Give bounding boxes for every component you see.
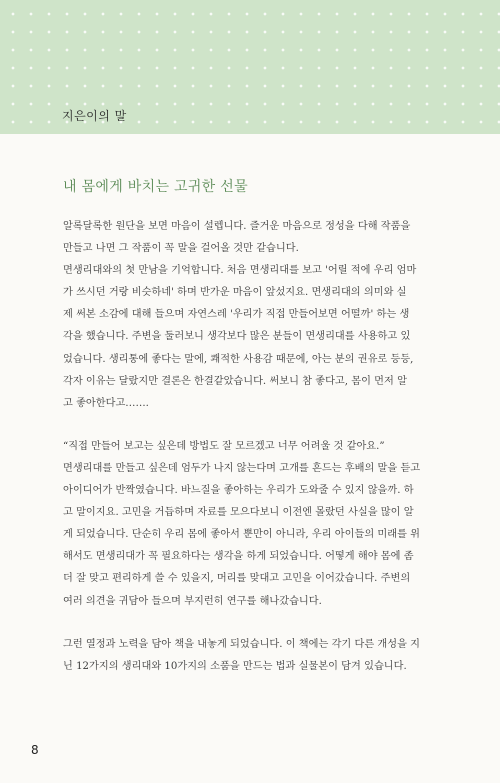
text-line: 닌 12가지의 생리대와 10가지의 소품을 만드는 법과 실물본이 담겨 있습니다. <box>63 660 407 672</box>
text-line: “직접 만들어 보고는 싶은데 방법도 잘 모르겠고 너무 어려울 것 같아요.” <box>63 440 385 452</box>
chapter-title: 지은이의 말 <box>62 109 127 123</box>
body-text <box>63 216 437 678</box>
text-line: 제 써본 소감에 대해 들으며 자연스레 '우리가 직접 만들어보면 어떨까' 하는 생 <box>63 309 410 321</box>
text-line: 여러 의견을 귀담아 들으며 부지런히 연구를 해나갔습니다. <box>63 595 322 607</box>
page-number: 8 <box>31 743 39 757</box>
text-line: 고 좋아한다고……. <box>63 397 149 409</box>
section-heading: 내 몸에게 바치는 고귀한 선물 <box>63 179 248 195</box>
text-line: 가 쓰시던 거랑 비슷하네' 하며 반가운 마음이 앞섰지요. 면생리대의 의미와 실 <box>63 287 407 299</box>
paragraph-gap <box>63 415 437 436</box>
text-line: 면생리대를 만들고 싶은데 엄두가 나지 않는다며 고개를 흔드는 후배의 말을 듣고 <box>63 462 421 474</box>
text-line: 만들고 나면 그 작품이 꼭 말을 걸어올 것만 같습니다. <box>63 243 299 255</box>
text-line: 었습니다. 생리통에 좋다는 말에, 쾌적한 사용감 때문에, 아는 분의 권유로 등등, <box>63 353 414 365</box>
text-line: 면생리대와의 첫 만남을 기억합니다. 처음 면생리대를 보고 '어릴 적에 우리 엄마 <box>63 265 417 277</box>
text-line: 각을 했습니다. 주변을 둘러보니 생각보다 많은 분들이 면생리대를 사용하고 있 <box>63 331 411 343</box>
paragraph-3 <box>63 634 437 678</box>
text-line: 고 말이지요. 고민을 거듭하며 자료를 모으다보니 이전엔 몰랐던 사실을 많이 알 <box>63 507 414 519</box>
text-line: 해서도 면생리대가 꼭 필요하다는 생각을 하게 되었습니다. 어떻게 해야 몸에 좀 <box>63 551 414 563</box>
text-line: 더 잘 맞고 편리하게 쓸 수 있을지, 머리를 맞대고 고민을 이어갔습니다. 주변의 <box>63 573 411 585</box>
text-line: 각자 이유는 달랐지만 결론은 한결같았습니다. 써보니 참 좋다고, 몸이 먼저 알 <box>63 375 407 387</box>
paragraph-2 <box>63 436 437 613</box>
text-line: 그런 열정과 노력을 담아 책을 내놓게 되었습니다. 이 책에는 각기 다른 개성을 지 <box>63 638 421 650</box>
text-line: 아이디어가 반짝였습니다. 바느질을 좋아하는 우리가 도와줄 수 있지 않을까. 하 <box>63 485 414 497</box>
text-line: 게 되었습니다. 단순히 우리 몸에 좋아서 뿐만이 아니라, 우리 아이들의 미래를 위 <box>63 529 421 541</box>
text-line: 알록달록한 원단을 보면 마음이 설렙니다. 즐거운 마음으로 정성을 다해 작품을 <box>63 221 411 232</box>
paragraph-1 <box>63 216 437 415</box>
paragraph-gap <box>63 613 437 634</box>
